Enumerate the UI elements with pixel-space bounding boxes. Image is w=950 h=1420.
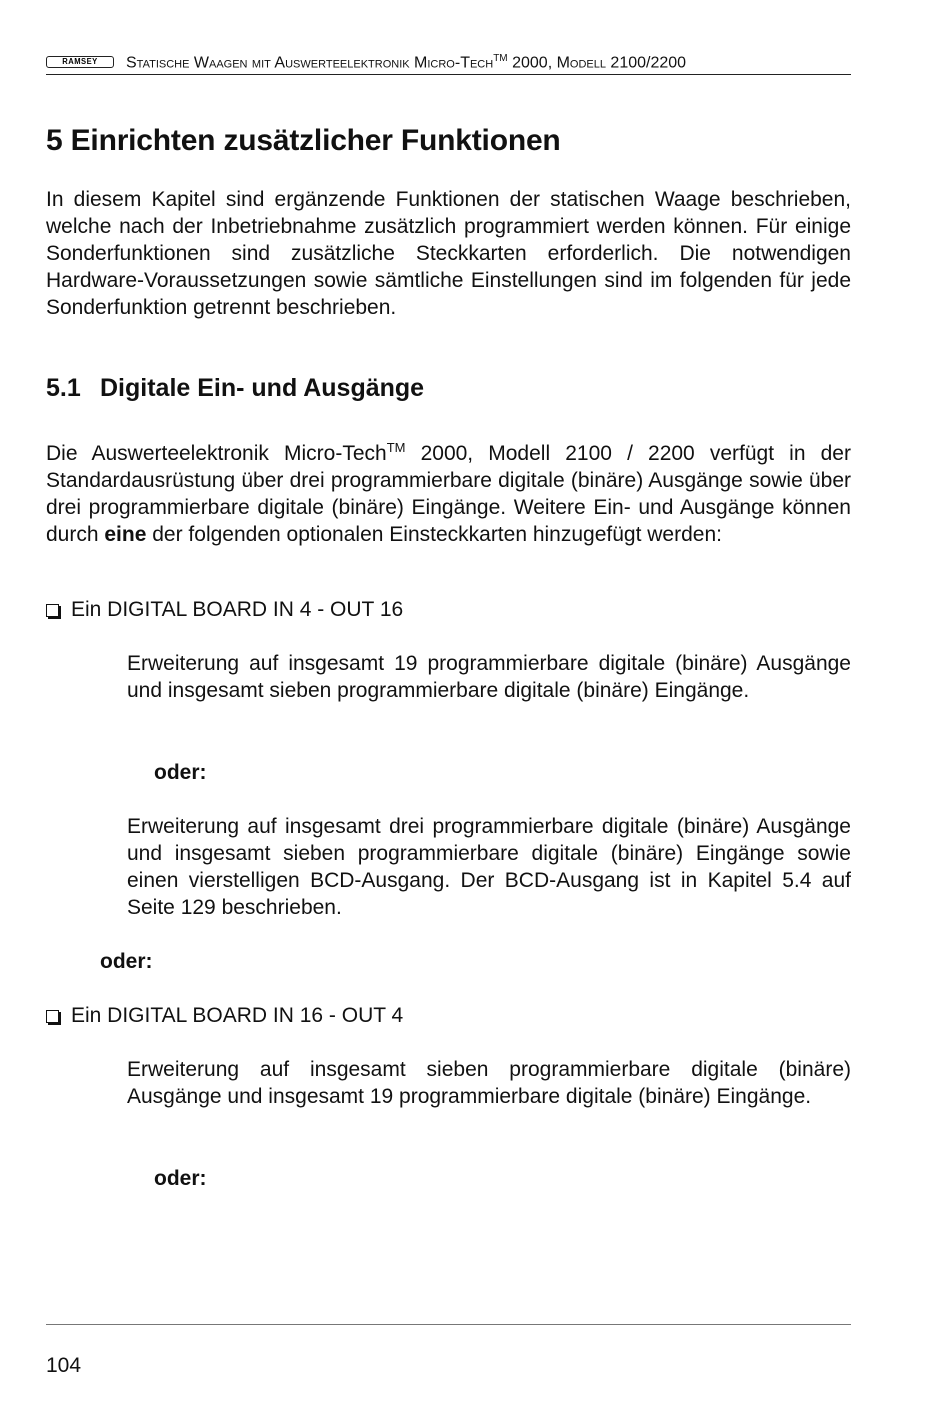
page-number: 104 — [46, 1354, 82, 1377]
section-text-bold: eine — [104, 523, 147, 546]
board-in16-desc-1: Erweiterung auf insgesamt sieben programmierbare digitale (binäre) Ausgänge und insgesamt 19 programmierbare digitale (binäre) Eingänge. — [127, 1058, 851, 1108]
section-title: Digitale Ein- und Ausgänge — [100, 374, 425, 402]
section-text-a: Die Auswerteelektronik Micro-Tech — [46, 442, 387, 465]
header-trademark: TM — [493, 53, 508, 64]
chapter-title: 5 Einrichten zusätzlicher Funktionen — [46, 124, 561, 157]
logo-text: RAMSEY — [62, 57, 98, 66]
header-title — [126, 53, 686, 72]
list-item-label: Ein DIGITAL BOARD IN 4 - OUT 16 — [71, 598, 404, 621]
oder-label: oder: — [154, 761, 207, 784]
ramsey-logo — [46, 56, 114, 68]
footer-divider — [46, 1324, 851, 1325]
section-heading — [46, 374, 424, 403]
checkbox-bullet-icon — [46, 1010, 59, 1023]
header-title-model: 2000, Modell 2100/2200 — [507, 54, 687, 72]
header-title-main: Statische Waagen mit Auswerteelektronik Micro-Tech — [126, 54, 494, 72]
oder-label: oder: — [100, 950, 153, 973]
running-header — [46, 50, 851, 75]
section-text-b: 2000, Modell 2100 / 2200 verfügt in der Standardausrüstung über drei programmierbare digitale (binäre) Ausgänge sowie über drei programmierbare digitale (binäre) Eingänge. Weitere Ein- und Ausgänge können durch — [46, 442, 851, 546]
section-number: 5.1 — [46, 374, 81, 402]
board-in4-desc-1: Erweiterung auf insgesamt 19 programmierbare digitale (binäre) Ausgänge und insgesamt sieben programmierbare digitale (binäre) Eingänge. — [127, 652, 851, 702]
oder-label: oder: — [154, 1167, 207, 1190]
list-item-board-in16-out4 — [46, 1002, 403, 1029]
list-item-label: Ein DIGITAL BOARD IN 16 - OUT 4 — [71, 1004, 404, 1027]
board-in4-desc-2: Erweiterung auf insgesamt drei programmierbare digitale (binäre) Ausgänge und insgesamt sieben programmierbare digitale (binäre) Eingänge sowie einen vierstelligen BCD-Ausgang. Der BCD-Ausgang ist in Kapitel 5.4 auf Seite 129 beschrieben. — [127, 815, 851, 919]
section-trademark: TM — [386, 440, 406, 455]
section-text-c: der folgenden optionalen Einsteckkarten hinzugefügt werden: — [146, 523, 722, 546]
section-paragraph — [46, 434, 851, 548]
checkbox-bullet-icon — [46, 604, 59, 617]
list-item-board-in4-out16 — [46, 596, 403, 623]
chapter-intro: In diesem Kapitel sind ergänzende Funktionen der statischen Waage beschrieben, welche nach der Inbetriebnahme zusätzlich programmiert werden können. Für einige Sonderfunktionen sind zusätzliche Steckkarten erforderlich. Die notwendigen Hardware-Voraussetzungen sowie sämtliche Einstellungen sind im folgenden für jede Sonderfunktion getrennt beschrieben. — [46, 188, 851, 319]
